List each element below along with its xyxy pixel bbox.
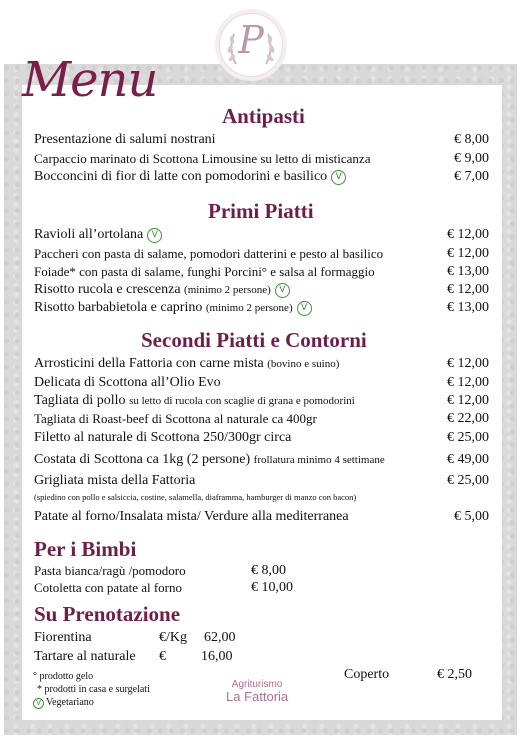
coperto-price: € 2,50 xyxy=(437,667,472,682)
item-name: Delicata di Scottona all’Olio Evo xyxy=(34,375,221,390)
item-price: € 22,00 xyxy=(447,411,489,426)
item-price: € 25,00 xyxy=(447,473,489,488)
item-price: 62,00 xyxy=(204,630,236,645)
item-price: € 7,00 xyxy=(454,169,489,184)
item-unit: € xyxy=(159,649,166,664)
footnote-casa: * prodotti in casa e surgelati xyxy=(37,684,150,695)
item-name: Patate al forno/Insalata mista/ Verdure alla mediterranea xyxy=(34,509,349,524)
item-price: € 12,00 xyxy=(447,227,489,242)
item-price: € 12,00 xyxy=(447,393,489,408)
item-name: Arrosticini della Fattoria con carne mista (bovino e suino) xyxy=(34,356,340,371)
footnote-vegetariano: V Vegetariano xyxy=(33,697,94,709)
item-name: Grigliata mista della Fattoria xyxy=(34,473,196,488)
section-title-prenotazione: Su Prenotazione xyxy=(34,602,181,626)
logo xyxy=(219,13,283,77)
logo-letter: P xyxy=(238,18,264,62)
brand-line-1: Agriturismo xyxy=(231,679,283,690)
item-price: € 13,00 xyxy=(447,264,489,279)
item-name: Tagliata di Roast-beef di Scottona al naturale ca 400gr xyxy=(34,411,317,426)
item-price: € 12,00 xyxy=(447,282,489,297)
vegetarian-icon: V xyxy=(297,301,312,316)
item-name: Risotto barbabietola e caprino (minimo 2 persone) V xyxy=(34,300,312,316)
item-price: € 8,00 xyxy=(251,563,286,578)
item-name: Cotoletta con patate al forno xyxy=(34,580,183,595)
item-name: Filetto al naturale di Scottona 250/300gr circa xyxy=(34,430,292,445)
item-name: Bocconcini di fior di latte con pomodorini e basilico V xyxy=(34,169,346,185)
item-price: € 5,00 xyxy=(454,509,489,524)
item-name: Risotto rucola e crescenza (minimo 2 persone) V xyxy=(34,282,290,298)
brand-logo xyxy=(226,679,288,703)
coperto-label: Coperto xyxy=(344,667,390,682)
item-name: Paccheri con pasta di salame, pomodori datterini e pesto al basilico xyxy=(34,246,384,261)
item-price: 16,00 xyxy=(201,649,233,664)
section-title-primi: Primi Piatti xyxy=(208,199,314,223)
vegetarian-icon: V xyxy=(33,698,44,709)
item-name: Pasta bianca/ragù /pomodoro xyxy=(34,563,186,578)
footnote-gelo: ° prodotto gelo xyxy=(33,671,94,682)
item-name: Carpaccio marinato di Scottona Limousine su letto di misticanza xyxy=(34,151,371,166)
item-price: € 10,00 xyxy=(251,580,293,595)
item-price: € 49,00 xyxy=(447,452,489,467)
item-unit: €/Kg xyxy=(159,630,187,645)
item-price: € 8,00 xyxy=(454,132,489,147)
vegetarian-icon: V xyxy=(331,170,346,185)
section-title-secondi: Secondi Piatti e Contorni xyxy=(141,328,367,352)
item-name: Foiade* con pasta di salame, funghi Porcini° e salsa al formaggio xyxy=(34,264,375,279)
item-name: Costata di Scottona ca 1kg (2 persone) frollatura minimo 4 settimane xyxy=(34,452,385,467)
vegetarian-icon: V xyxy=(147,228,162,243)
section-title-bimbi: Per i Bimbi xyxy=(34,537,137,561)
item-price: € 25,00 xyxy=(447,430,489,445)
item-name: Fiorentina xyxy=(34,630,92,645)
item-name: Tagliata di pollo su letto di rucola con scaglie di grana e pomodorini xyxy=(34,393,355,408)
item-name: Presentazione di salumi nostrani xyxy=(34,132,216,147)
brand-line-2: La Fattoria xyxy=(226,689,289,704)
item-price: € 12,00 xyxy=(447,375,489,390)
item-detail: (spiedino con pollo e salsiccia, costine, salamella, diaframma, hamburger di manzo con bacon) xyxy=(34,492,357,502)
section-title-antipasti: Antipasti xyxy=(222,104,305,128)
menu-title: Menu xyxy=(22,52,158,108)
item-price: € 13,00 xyxy=(447,300,489,315)
item-price: € 12,00 xyxy=(447,246,489,261)
item-price: € 9,00 xyxy=(454,151,489,166)
vegetarian-icon: V xyxy=(275,283,290,298)
item-name: Ravioli all’ortolana V xyxy=(34,227,162,243)
item-price: € 12,00 xyxy=(447,356,489,371)
item-name: Tartare al naturale xyxy=(34,649,136,664)
